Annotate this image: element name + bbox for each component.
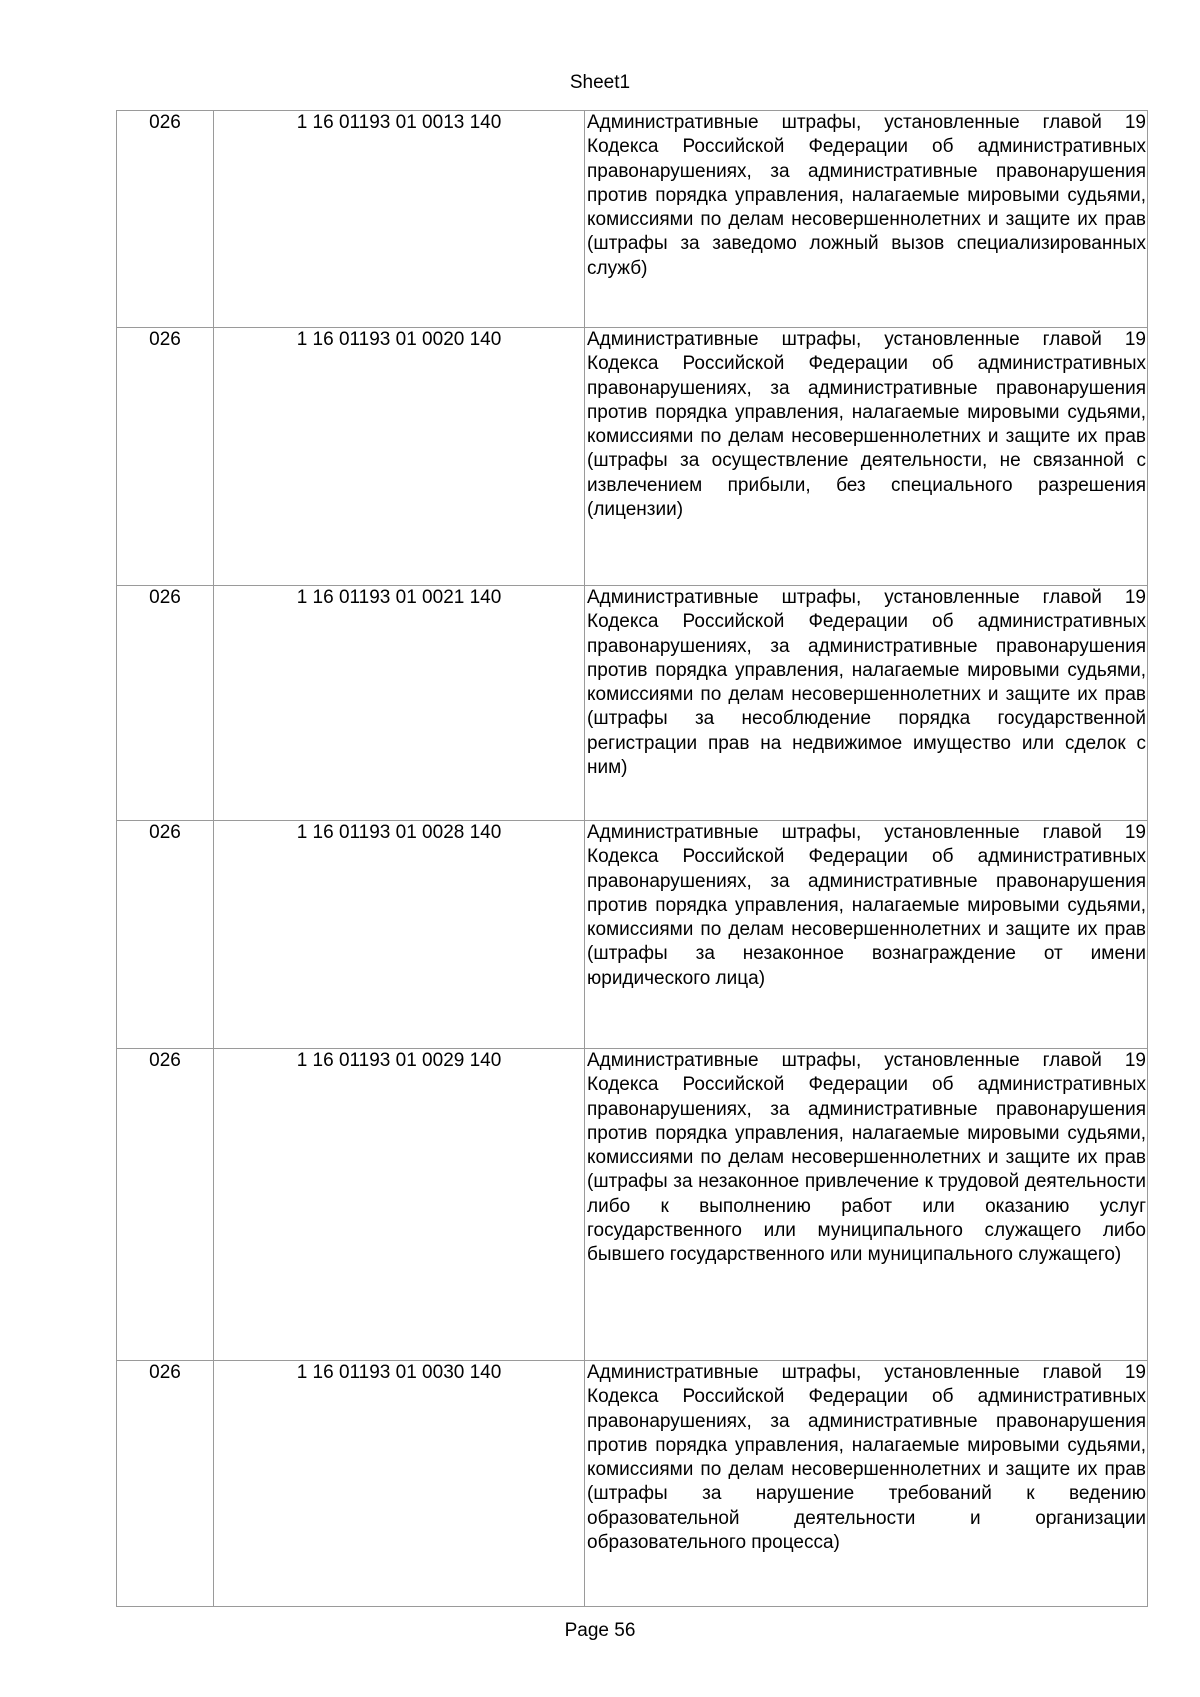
description-cell [585,1049,1148,1361]
description-cell [585,821,1148,1049]
description-text: Административные штрафы, установленные главой 19 Кодекса Российской Федерации об административных правонарушениях, за административные правонарушения против порядка управления, налагаемые мировыми судьями, комиссиями по делам несовершеннолетних и защите их прав (штрафы за несоблюдение порядка государственной регистрации прав на недвижимое имущество или сделок с ним) [587,587,1146,779]
kbk-code-cell: 1 16 01193 01 0020 140 [214,328,585,586]
kbk-code-cell: 1 16 01193 01 0028 140 [214,821,585,1049]
kbk-code-cell: 1 16 01193 01 0021 140 [214,586,585,821]
admin-code-cell: 026 [117,821,214,1049]
description-cell [585,111,1148,328]
admin-code-cell: 026 [117,328,214,586]
description-text: Административные штрафы, установленные главой 19 Кодекса Российской Федерации об административных правонарушениях, за административные правонарушения против порядка управления, налагаемые мировыми судьями, комиссиями по делам несовершеннолетних и защите их прав (штрафы за заведомо ложный вызов специализированных служб) [587,112,1146,279]
table-row [117,1361,1148,1607]
table-row [117,821,1148,1049]
table-row [117,1049,1148,1361]
sheet-title: Sheet1 [569,72,631,93]
description-text: Административные штрафы, установленные главой 19 Кодекса Российской Федерации об административных правонарушениях, за административные правонарушения против порядка управления, налагаемые мировыми судьями, комиссиями по делам несовершеннолетних и защите их прав (штрафы за осуществление деятельности, не связанной с извлечением прибыли, без специального разрешения (лицензии) [587,329,1146,521]
table-row [117,328,1148,586]
budget-code-table [116,110,1148,1607]
admin-code-cell: 026 [117,1361,214,1607]
description-text: Административные штрафы, установленные главой 19 Кодекса Российской Федерации об административных правонарушениях, за административные правонарушения против порядка управления, налагаемые мировыми судьями, комиссиями по делам несовершеннолетних и защите их прав (штрафы за незаконное привлечение к трудовой деятельности либо к выполнению работ или оказанию услуг государственного или муниципального служащего либо бывшего государственного или муниципального служащего) [587,1050,1146,1266]
description-cell [585,1361,1148,1607]
admin-code-cell: 026 [117,586,214,821]
kbk-code-cell: 1 16 01193 01 0030 140 [214,1361,585,1607]
kbk-code-cell: 1 16 01193 01 0013 140 [214,111,585,328]
admin-code-cell: 026 [117,111,214,328]
description-cell [585,328,1148,586]
description-text: Административные штрафы, установленные главой 19 Кодекса Российской Федерации об административных правонарушениях, за административные правонарушения против порядка управления, налагаемые мировыми судьями, комиссиями по делам несовершеннолетних и защите их прав (штрафы за незаконное вознаграждение от имени юридического лица) [587,822,1146,989]
description-text: Административные штрафы, установленные главой 19 Кодекса Российской Федерации об административных правонарушениях, за административные правонарушения против порядка управления, налагаемые мировыми судьями, комиссиями по делам несовершеннолетних и защите их прав (штрафы за нарушение требований к ведению образовательной деятельности и организации образовательного процесса) [587,1362,1146,1554]
admin-code-cell: 026 [117,1049,214,1361]
kbk-code-cell: 1 16 01193 01 0029 140 [214,1049,585,1361]
table-row [117,111,1148,328]
description-cell [585,586,1148,821]
table-row [117,586,1148,821]
page-number: Page 56 [564,1620,636,1641]
